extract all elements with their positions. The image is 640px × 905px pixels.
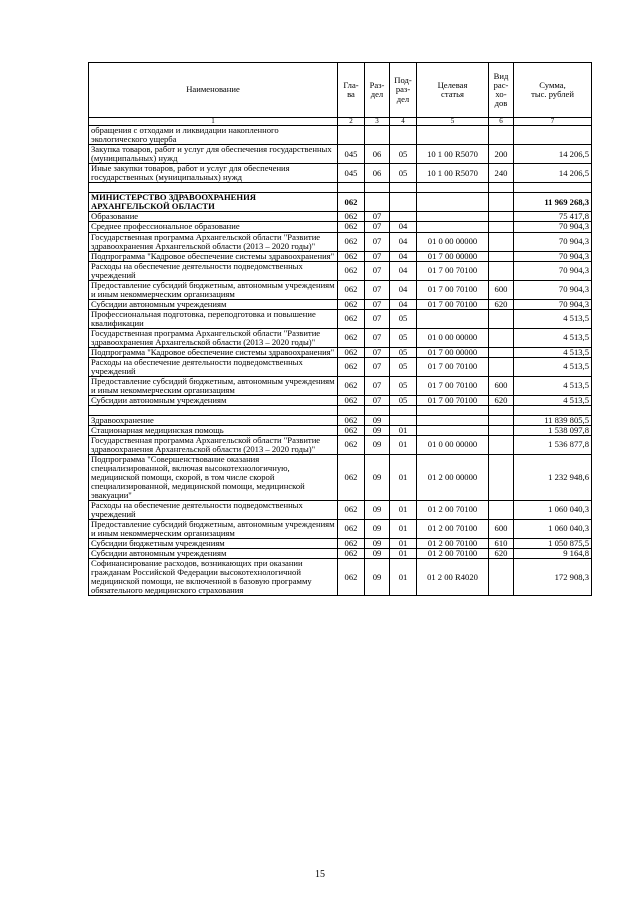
cell-podrazdel	[390, 183, 417, 193]
cell-name: Субсидии бюджетным учреждениям	[89, 538, 338, 548]
cell-podrazdel: 01	[390, 549, 417, 559]
cell-vid	[489, 559, 514, 596]
cell-name: Закупка товаров, работ и услуг для обеспечения государственных (муниципальных) нужд	[89, 145, 338, 164]
cell-glava: 062	[338, 559, 365, 596]
cell-podrazdel	[390, 415, 417, 425]
cell-sum: 4 513,5	[514, 376, 592, 395]
cell-glava: 062	[338, 395, 365, 405]
cell-target: 01 2 00 70100	[417, 549, 489, 559]
header-sum: Сумма, тыс. рублей	[514, 63, 592, 118]
cell-vid	[489, 415, 514, 425]
cell-name: Стационарная медицинская помощь	[89, 425, 338, 435]
cell-vid: 240	[489, 164, 514, 183]
cell-sum: 1 538 097,8	[514, 425, 592, 435]
cell-target: 01 2 00 00000	[417, 454, 489, 500]
cell-target: 01 7 00 70100	[417, 395, 489, 405]
cell-podrazdel	[390, 405, 417, 415]
cell-podrazdel: 04	[390, 280, 417, 299]
cell-podrazdel: 04	[390, 299, 417, 309]
header-target: Целевая статья	[417, 63, 489, 118]
table-row	[89, 376, 592, 395]
cell-vid	[489, 357, 514, 376]
cell-podrazdel: 05	[390, 309, 417, 328]
cell-sum: 1 060 040,3	[514, 500, 592, 519]
cell-name: Государственная программа Архангельской области "Развитие здравоохранения Архангельской области (2013 – 2020 годы)"	[89, 435, 338, 454]
cell-razdel: 07	[365, 347, 390, 357]
cell-target: 01 0 00 00000	[417, 328, 489, 347]
col-number: 5	[417, 118, 489, 126]
cell-razdel: 09	[365, 549, 390, 559]
table-row	[89, 519, 592, 538]
cell-name	[89, 405, 338, 415]
cell-glava: 062	[338, 347, 365, 357]
col-number: 4	[390, 118, 417, 126]
table-row	[89, 559, 592, 596]
table-row	[89, 222, 592, 232]
cell-glava: 062	[338, 454, 365, 500]
table-row	[89, 280, 592, 299]
cell-vid: 600	[489, 280, 514, 299]
cell-target	[417, 405, 489, 415]
cell-target: 01 2 00 70100	[417, 500, 489, 519]
cell-glava: 062	[338, 299, 365, 309]
cell-vid	[489, 261, 514, 280]
table-row	[89, 395, 592, 405]
cell-podrazdel: 01	[390, 519, 417, 538]
cell-name: Расходы на обеспечение деятельности подведомственных учреждений	[89, 500, 338, 519]
cell-razdel: 07	[365, 376, 390, 395]
table-row	[89, 232, 592, 251]
cell-sum: 70 904,3	[514, 251, 592, 261]
header-glava: Гла- ва	[338, 63, 365, 118]
cell-razdel: 06	[365, 145, 390, 164]
cell-razdel	[365, 405, 390, 415]
cell-razdel: 06	[365, 164, 390, 183]
table-row	[89, 435, 592, 454]
cell-vid	[489, 454, 514, 500]
cell-podrazdel	[390, 126, 417, 145]
cell-target: 01 7 00 70100	[417, 261, 489, 280]
cell-target: 01 7 00 00000	[417, 347, 489, 357]
cell-glava: 062	[338, 549, 365, 559]
cell-vid	[489, 232, 514, 251]
cell-name: Расходы на обеспечение деятельности подведомственных учреждений	[89, 261, 338, 280]
cell-name: Иные закупки товаров, работ и услуг для обеспечения государственных (муниципальных) нужд	[89, 164, 338, 183]
col-number: 1	[89, 118, 338, 126]
cell-vid	[489, 328, 514, 347]
cell-sum: 4 513,5	[514, 347, 592, 357]
table-row	[89, 145, 592, 164]
cell-sum: 14 206,5	[514, 145, 592, 164]
cell-glava: 062	[338, 425, 365, 435]
cell-glava: 062	[338, 435, 365, 454]
cell-name: Субсидии автономным учреждениям	[89, 549, 338, 559]
cell-name: Профессиональная подготовка, переподготовка и повышение квалификации	[89, 309, 338, 328]
cell-vid	[489, 222, 514, 232]
cell-vid	[489, 405, 514, 415]
cell-razdel: 09	[365, 538, 390, 548]
cell-razdel: 09	[365, 500, 390, 519]
col-number: 7	[514, 118, 592, 126]
table-row	[89, 538, 592, 548]
cell-razdel: 09	[365, 425, 390, 435]
cell-name: Софинансирование расходов, возникающих при оказании гражданам Российской Федерации высокотехнологичной медицинской помощи, не включенной в базовую программу обязательного медицинского страхования	[89, 559, 338, 596]
cell-target	[417, 222, 489, 232]
cell-vid	[489, 126, 514, 145]
cell-razdel: 09	[365, 454, 390, 500]
cell-glava: 062	[338, 280, 365, 299]
cell-podrazdel: 05	[390, 145, 417, 164]
cell-glava	[338, 405, 365, 415]
header-name: Наименование	[89, 63, 338, 118]
cell-vid	[489, 309, 514, 328]
cell-glava: 045	[338, 164, 365, 183]
cell-podrazdel: 04	[390, 251, 417, 261]
table-body	[89, 126, 592, 596]
cell-razdel: 07	[365, 395, 390, 405]
table-row	[89, 299, 592, 309]
cell-target: 01 2 00 70100	[417, 519, 489, 538]
cell-vid	[489, 212, 514, 222]
cell-name: Подпрограмма "Кадровое обеспечение системы здравоохранения"	[89, 251, 338, 261]
page-number: 15	[315, 869, 325, 880]
cell-vid	[489, 251, 514, 261]
cell-vid	[489, 425, 514, 435]
cell-podrazdel: 05	[390, 376, 417, 395]
cell-razdel: 07	[365, 251, 390, 261]
cell-glava	[338, 126, 365, 145]
cell-target: 10 1 00 R5070	[417, 164, 489, 183]
cell-sum: 9 164,8	[514, 549, 592, 559]
cell-vid	[489, 193, 514, 212]
cell-vid: 620	[489, 395, 514, 405]
cell-name: Предоставление субсидий бюджетным, автономным учреждениям и иным некоммерческим организациям	[89, 376, 338, 395]
cell-glava	[338, 183, 365, 193]
cell-name: Предоставление субсидий бюджетным, автономным учреждениям и иным некоммерческим организациям	[89, 519, 338, 538]
cell-name: Расходы на обеспечение деятельности подведомственных учреждений	[89, 357, 338, 376]
cell-podrazdel: 05	[390, 164, 417, 183]
table-row	[89, 193, 592, 212]
cell-target	[417, 183, 489, 193]
cell-target: 01 7 00 00000	[417, 251, 489, 261]
budget-table	[88, 62, 592, 596]
cell-target: 01 0 00 00000	[417, 435, 489, 454]
table-row	[89, 183, 592, 193]
cell-vid	[489, 500, 514, 519]
cell-podrazdel: 05	[390, 347, 417, 357]
cell-vid: 600	[489, 519, 514, 538]
cell-name: Государственная программа Архангельской области "Развитие здравоохранения Архангельской области (2013 – 2020 годы)"	[89, 232, 338, 251]
cell-sum	[514, 405, 592, 415]
cell-razdel: 07	[365, 280, 390, 299]
col-number: 2	[338, 118, 365, 126]
cell-target: 01 7 00 70100	[417, 299, 489, 309]
cell-razdel: 07	[365, 261, 390, 280]
table-row	[89, 328, 592, 347]
cell-name: Предоставление субсидий бюджетным, автономным учреждениям и иным некоммерческим организациям	[89, 280, 338, 299]
header-vid: Вид рас- хо- дов	[489, 63, 514, 118]
cell-glava: 062	[338, 538, 365, 548]
cell-glava: 062	[338, 376, 365, 395]
cell-podrazdel	[390, 193, 417, 212]
cell-razdel: 07	[365, 222, 390, 232]
cell-podrazdel: 01	[390, 559, 417, 596]
cell-vid: 610	[489, 538, 514, 548]
cell-razdel: 07	[365, 357, 390, 376]
table-row	[89, 415, 592, 425]
table-row	[89, 405, 592, 415]
cell-name: МИНИСТЕРСТВО ЗДРАВООХРАНЕНИЯ АРХАНГЕЛЬСКОЙ ОБЛАСТИ	[89, 193, 338, 212]
cell-sum: 4 513,5	[514, 328, 592, 347]
cell-target	[417, 415, 489, 425]
cell-vid	[489, 435, 514, 454]
cell-target: 01 7 00 70100	[417, 376, 489, 395]
cell-vid	[489, 183, 514, 193]
cell-sum: 1 232 948,6	[514, 454, 592, 500]
cell-razdel: 07	[365, 328, 390, 347]
table-row	[89, 251, 592, 261]
cell-razdel: 07	[365, 299, 390, 309]
cell-glava: 062	[338, 222, 365, 232]
cell-razdel	[365, 183, 390, 193]
cell-podrazdel: 01	[390, 454, 417, 500]
cell-podrazdel: 04	[390, 232, 417, 251]
cell-razdel: 09	[365, 435, 390, 454]
cell-podrazdel: 05	[390, 357, 417, 376]
cell-glava: 062	[338, 519, 365, 538]
cell-sum: 11 839 805,5	[514, 415, 592, 425]
cell-target	[417, 193, 489, 212]
table-row	[89, 126, 592, 145]
cell-podrazdel: 05	[390, 395, 417, 405]
cell-name: Подпрограмма "Совершенствование оказания специализированной, включая высокотехнологичную, медицинской помощи, скорой, в том числе скорой специализированной, медицинской помощи, медицинской эвакуации"	[89, 454, 338, 500]
table-row	[89, 309, 592, 328]
table-row	[89, 357, 592, 376]
cell-target: 01 0 00 00000	[417, 232, 489, 251]
cell-target	[417, 212, 489, 222]
cell-sum: 70 904,3	[514, 299, 592, 309]
header-podrazdel: Под- раз- дел	[390, 63, 417, 118]
cell-podrazdel: 05	[390, 328, 417, 347]
cell-sum: 1 536 877,8	[514, 435, 592, 454]
table-row	[89, 347, 592, 357]
cell-vid: 620	[489, 299, 514, 309]
cell-sum: 4 513,5	[514, 357, 592, 376]
cell-glava: 062	[338, 357, 365, 376]
cell-vid: 200	[489, 145, 514, 164]
cell-sum: 1 060 040,3	[514, 519, 592, 538]
cell-podrazdel: 01	[390, 538, 417, 548]
cell-razdel: 09	[365, 415, 390, 425]
table-row	[89, 454, 592, 500]
cell-name: Государственная программа Архангельской области "Развитие здравоохранения Архангельской области (2013 – 2020 годы)"	[89, 328, 338, 347]
cell-glava: 062	[338, 309, 365, 328]
cell-target: 01 7 00 70100	[417, 280, 489, 299]
cell-podrazdel: 01	[390, 435, 417, 454]
cell-sum: 14 206,5	[514, 164, 592, 183]
cell-name: Среднее профессиональное образование	[89, 222, 338, 232]
cell-sum: 172 908,3	[514, 559, 592, 596]
cell-target: 01 2 00 70100	[417, 538, 489, 548]
cell-glava: 062	[338, 232, 365, 251]
cell-target	[417, 126, 489, 145]
cell-razdel: 07	[365, 309, 390, 328]
cell-razdel: 07	[365, 232, 390, 251]
header-razdel: Раз- дел	[365, 63, 390, 118]
cell-podrazdel	[390, 212, 417, 222]
cell-razdel: 09	[365, 519, 390, 538]
cell-target	[417, 309, 489, 328]
table-row	[89, 500, 592, 519]
cell-sum	[514, 183, 592, 193]
cell-glava: 062	[338, 193, 365, 212]
cell-sum: 70 904,3	[514, 261, 592, 280]
table-row	[89, 212, 592, 222]
cell-sum: 1 050 875,5	[514, 538, 592, 548]
cell-glava: 062	[338, 415, 365, 425]
cell-target: 10 1 00 R5070	[417, 145, 489, 164]
cell-sum: 70 904,3	[514, 232, 592, 251]
cell-name: Субсидии автономным учреждениям	[89, 395, 338, 405]
cell-glava: 062	[338, 212, 365, 222]
cell-sum: 75 417,8	[514, 212, 592, 222]
cell-razdel: 07	[365, 212, 390, 222]
cell-podrazdel: 04	[390, 261, 417, 280]
cell-razdel: 09	[365, 559, 390, 596]
cell-sum: 4 513,5	[514, 309, 592, 328]
cell-glava: 062	[338, 261, 365, 280]
cell-vid	[489, 347, 514, 357]
cell-glava: 045	[338, 145, 365, 164]
cell-glava: 062	[338, 328, 365, 347]
table-row	[89, 425, 592, 435]
cell-vid: 620	[489, 549, 514, 559]
col-number: 3	[365, 118, 390, 126]
table-row	[89, 549, 592, 559]
cell-razdel	[365, 126, 390, 145]
cell-podrazdel: 01	[390, 500, 417, 519]
cell-name: Субсидии автономным учреждениям	[89, 299, 338, 309]
cell-sum	[514, 126, 592, 145]
table-row	[89, 261, 592, 280]
cell-target: 01 7 00 70100	[417, 357, 489, 376]
cell-glava: 062	[338, 500, 365, 519]
col-number: 6	[489, 118, 514, 126]
cell-target: 01 2 00 R4020	[417, 559, 489, 596]
cell-name	[89, 183, 338, 193]
cell-target	[417, 425, 489, 435]
table-row	[89, 164, 592, 183]
cell-podrazdel: 01	[390, 425, 417, 435]
cell-name: обращения с отходами и ликвидации накопленного экологического ущерба	[89, 126, 338, 145]
cell-name: Здравоохранение	[89, 415, 338, 425]
cell-glava: 062	[338, 251, 365, 261]
table-header-row	[89, 63, 592, 118]
cell-sum: 11 969 268,3	[514, 193, 592, 212]
cell-razdel	[365, 193, 390, 212]
cell-sum: 4 513,5	[514, 395, 592, 405]
cell-podrazdel: 04	[390, 222, 417, 232]
cell-vid: 600	[489, 376, 514, 395]
cell-sum: 70 904,3	[514, 222, 592, 232]
cell-name: Образование	[89, 212, 338, 222]
cell-name: Подпрограмма "Кадровое обеспечение системы здравоохранения"	[89, 347, 338, 357]
cell-sum: 70 904,3	[514, 280, 592, 299]
